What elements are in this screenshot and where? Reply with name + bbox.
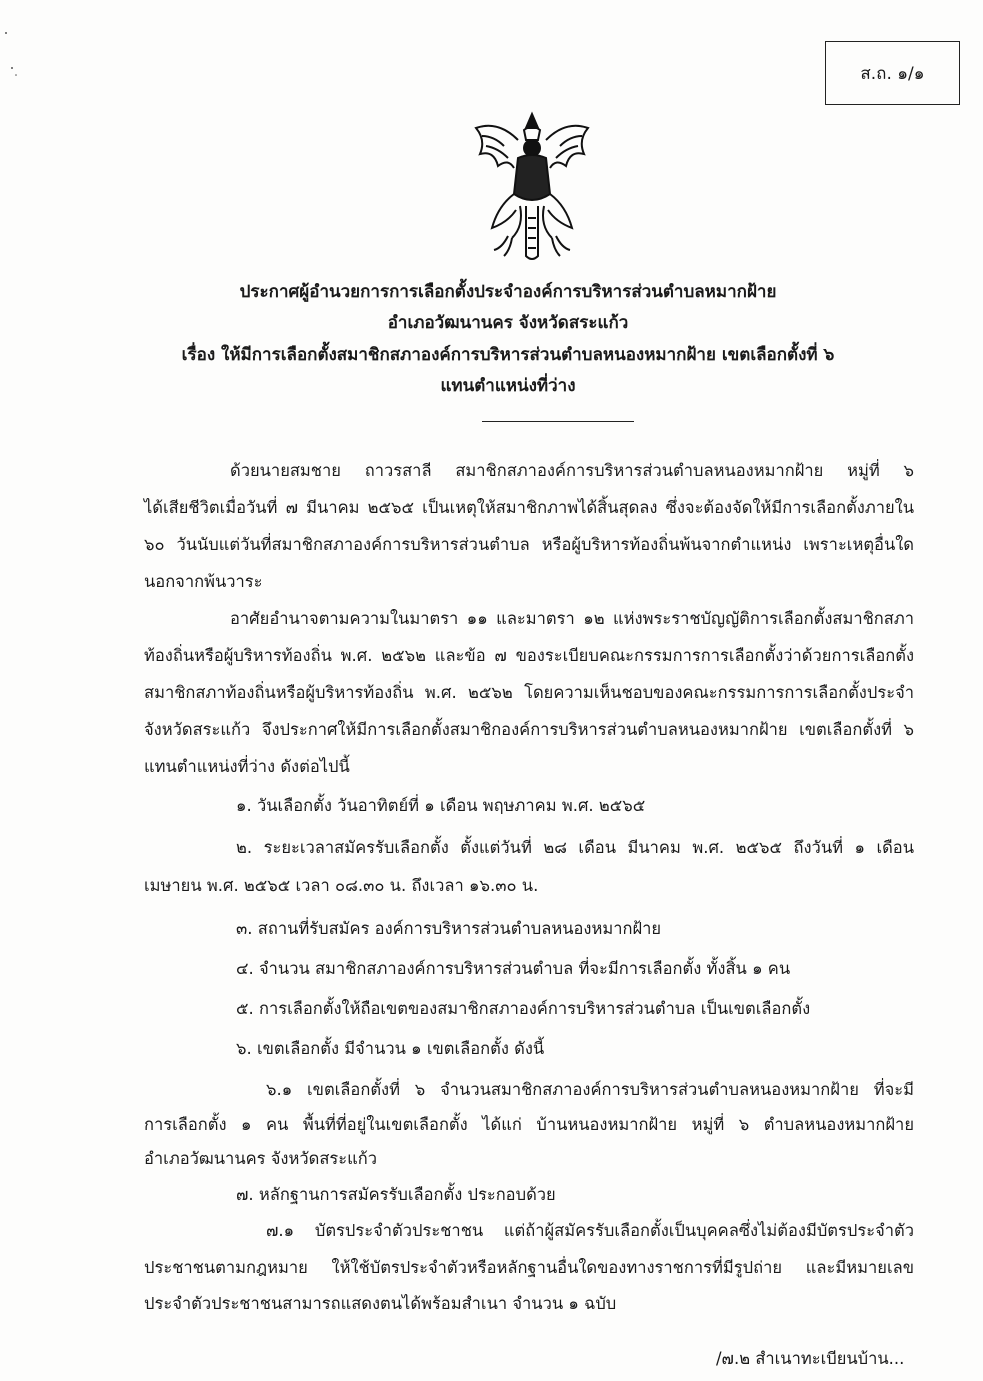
paragraph-1-line: ด้วยนายสมชาย ถาวรสาลี สมาชิกสภาองค์การบริหารส่วนตำบลหนองหมากฝ้าย หมู่ที่ ๖ <box>230 461 914 480</box>
item-4: ๔. จำนวน สมาชิกสภาองค์การบริหารส่วนตำบล ที่จะมีการเลือกตั้ง ทั้งสิ้น ๑ คน <box>236 959 791 978</box>
paragraph-2-line: สมาชิกสภาท้องถิ่นหรือผู้บริหารท้องถิ่น พ.ศ. ๒๕๖๒ โดยความเห็นชอบของคณะกรรมการการเลือกตั้งประจำ <box>144 683 914 702</box>
item-6-1-line: ๖.๑ เขตเลือกตั้งที่ ๖ จำนวนสมาชิกสภาองค์การบริหารส่วนตำบลหนองหมากฝ้าย ที่จะมี <box>266 1080 914 1099</box>
item-3: ๓. สถานที่รับสมัคร องค์การบริหารส่วนตำบลหนองหมากฝ้าย <box>236 919 662 938</box>
header-divider <box>482 421 634 422</box>
item-1: ๑. วันเลือกตั้ง วันอาทิตย์ที่ ๑ เดือน พฤษภาคม พ.ศ. ๒๕๖๕ <box>236 796 646 815</box>
item-7-1-line: ประชาชนตามกฎหมาย ให้ใช้บัตรประจำตัวหรือหลักฐานอื่นใดของทางราชการที่มีรูปถ่าย และมีหมายเลข <box>144 1258 914 1277</box>
paragraph-2-line: จังหวัดสระแก้ว จึงประกาศให้มีการเลือกตั้งสมาชิกองค์การบริหารส่วนตำบลหนองหมากฝ้าย เขตเลือกตั้งที่ ๖ <box>144 720 914 739</box>
paragraph-1-line: นอกจากพ้นวาระ <box>144 572 263 591</box>
paragraph-2-line: อาศัยอำนาจตามความในมาตรา ๑๑ และมาตรา ๑๒ แห่งพระราชบัญญัติการเลือกตั้งสมาชิกสภา <box>230 609 914 628</box>
garuda-emblem-icon <box>468 110 596 265</box>
item-5: ๕. การเลือกตั้งให้ถือเขตของสมาชิกสภาองค์การบริหารส่วนตำบล เป็นเขตเลือกตั้ง <box>236 999 811 1018</box>
continuation-note: /๗.๒ สำเนาทะเบียนบ้าน... <box>716 1349 905 1368</box>
item-7: ๗. หลักฐานการสมัครรับเลือกตั้ง ประกอบด้วย <box>236 1185 556 1204</box>
item-2-line: ๒. ระยะเวลาสมัครรับเลือกตั้ง ตั้งแต่วันที่ ๒๘ เดือน มีนาคม พ.ศ. ๒๕๖๕ ถึงวันที่ ๑ เดือน <box>236 838 914 857</box>
header-line-3: เรื่อง ให้มีการเลือกตั้งสมาชิกสภาองค์การบริหารส่วนตำบลหนองหมากฝ้าย เขตเลือกตั้งที่ ๖ <box>181 345 835 365</box>
item-2-line: เมษายน พ.ศ. ๒๕๖๕ เวลา ๐๘.๓๐ น. ถึงเวลา ๑๖.๓๐ น. <box>144 876 539 895</box>
form-code: ส.ถ. ๑/๑ <box>860 63 925 84</box>
header-line-1: ประกาศผู้อำนวยการการเลือกตั้งประจำองค์การบริหารส่วนตำบลหมากฝ้าย <box>239 282 777 302</box>
form-code-box <box>825 41 960 105</box>
paragraph-2-line: ท้องถิ่นหรือผู้บริหารท้องถิ่น พ.ศ. ๒๕๖๒ และข้อ ๗ ของระเบียบคณะกรรมการการเลือกตั้งว่าด้วยการเลือกตั้ง <box>144 646 914 665</box>
scan-specks <box>4 30 24 90</box>
header-line-2: อำเภอวัฒนานคร จังหวัดสระแก้ว <box>387 313 629 333</box>
paragraph-1-line: ได้เสียชีวิตเมื่อวันที่ ๗ มีนาคม ๒๕๖๕ เป็นเหตุให้สมาชิกภาพได้สิ้นสุดลง ซึ่งจะต้องจัดให้มีการเลือกตั้งภายใน <box>144 498 914 517</box>
item-7-1-line: ประจำตัวประชาชนสามารถแสดงตนได้พร้อมสำเนา จำนวน ๑ ฉบับ <box>144 1294 617 1313</box>
header-line-4: แทนตำแหน่งที่ว่าง <box>440 376 576 396</box>
paragraph-2-line: แทนตำแหน่งที่ว่าง ดังต่อไปนี้ <box>144 757 350 776</box>
item-6: ๖. เขตเลือกตั้ง มีจำนวน ๑ เขตเลือกตั้ง ดังนี้ <box>236 1039 545 1058</box>
item-6-1-line: การเลือกตั้ง ๑ คน พื้นที่ที่อยู่ในเขตเลือกตั้ง ได้แก่ บ้านหนองหมากฝ้าย หมู่ที่ ๖ ตำบลหนองหมากฝ้าย <box>144 1115 914 1134</box>
item-7-1-line: ๗.๑ บัตรประจำตัวประชาชน แต่ถ้าผู้สมัครรับเลือกตั้งเป็นบุคคลซึ่งไม่ต้องมีบัตรประจำตัว <box>266 1221 914 1240</box>
paragraph-1-line: ๖๐ วันนับแต่วันที่สมาชิกสภาองค์การบริหารส่วนตำบล หรือผู้บริหารท้องถิ่นพ้นจากตำแหน่ง เพราะเหตุอื่นใด <box>144 535 914 554</box>
item-6-1-line: อำเภอวัฒนานคร จังหวัดสระแก้ว <box>144 1149 378 1168</box>
